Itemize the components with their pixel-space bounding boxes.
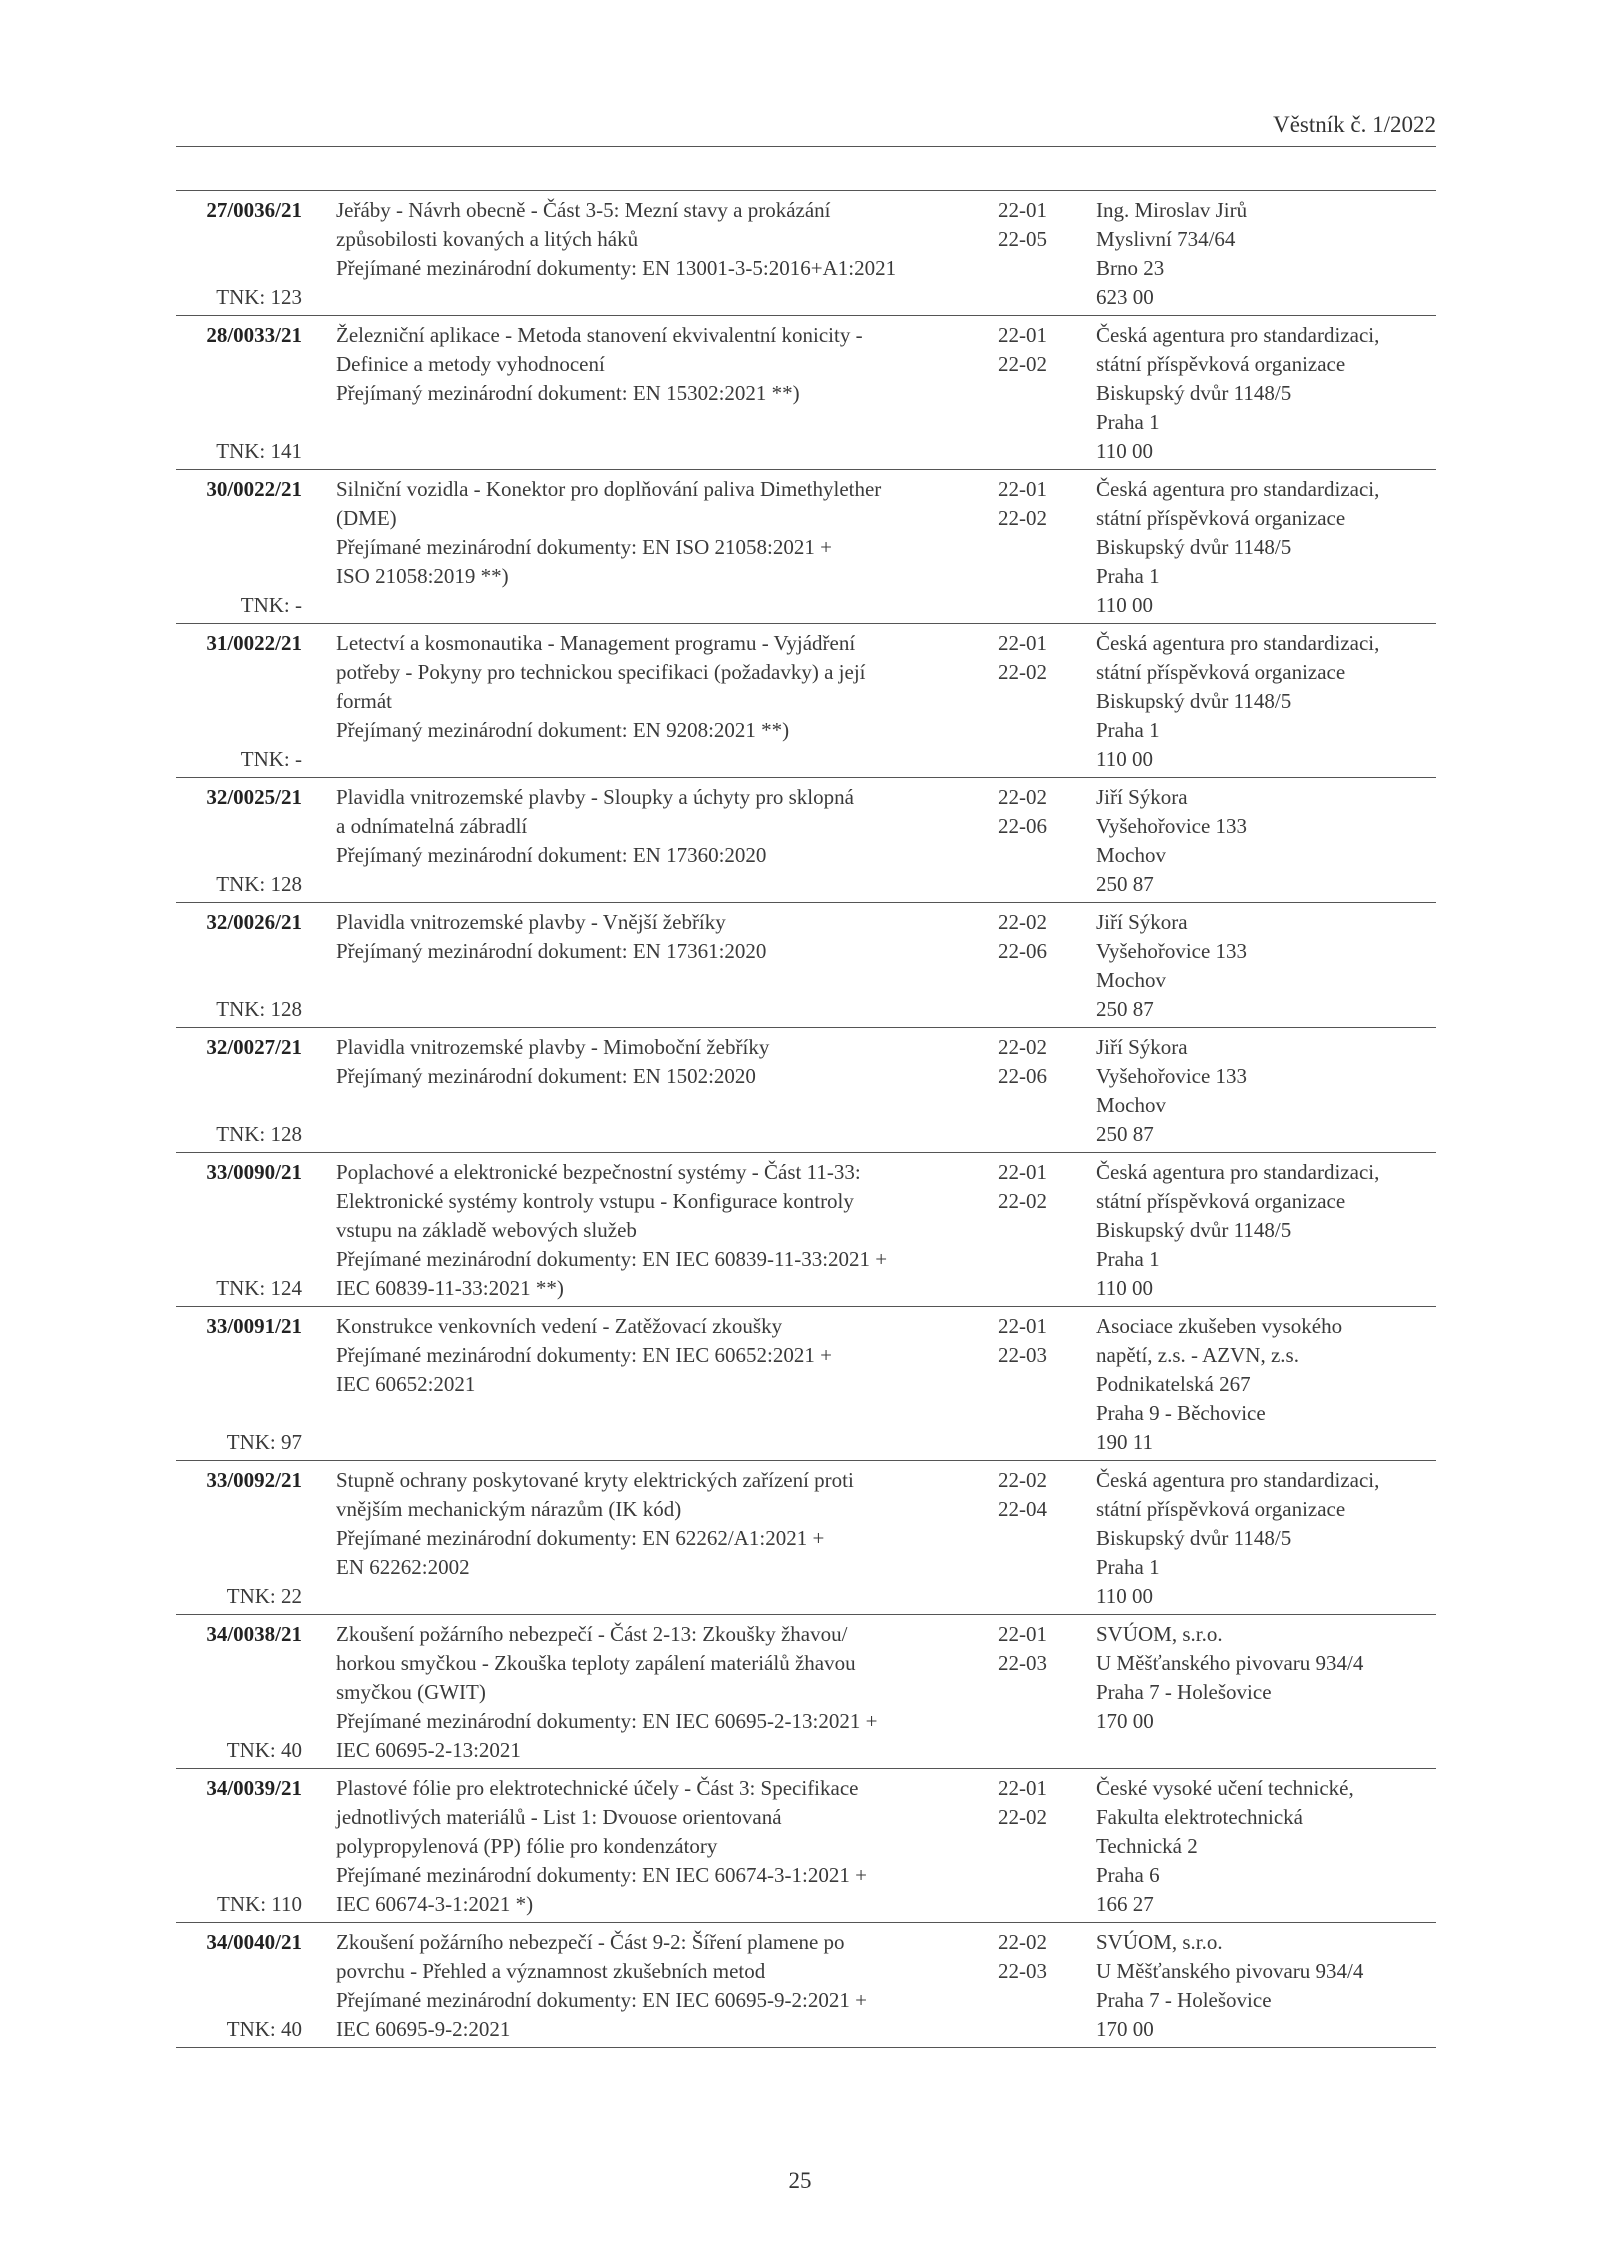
entry-date: 22-02	[998, 1930, 1047, 1954]
entry-id-cell	[176, 778, 304, 902]
entry-contact-cell	[1096, 1769, 1426, 1922]
table-row	[176, 778, 1436, 903]
tnk-label: TNK: 124	[216, 1276, 302, 1300]
entry-title-cell	[336, 316, 998, 469]
table-row	[176, 1153, 1436, 1307]
entry-id: 33/0092/21	[206, 1468, 302, 1492]
entry-contact-line: Ing. Miroslav Jirů	[1096, 198, 1248, 222]
entry-dates-cell	[998, 624, 1066, 777]
entry-dates-cell	[998, 316, 1066, 469]
entry-contact-line: státní příspěvková organizace	[1096, 660, 1346, 684]
entry-contact-line: Biskupský dvůr 1148/5	[1096, 689, 1292, 713]
entry-date: 22-01	[998, 631, 1047, 655]
entry-title-line: způsobilosti kovaných a litých háků	[336, 227, 639, 251]
entry-contact-line: Vyšehořovice 133	[1096, 814, 1248, 838]
entry-date: 22-02	[998, 1189, 1047, 1213]
entry-id-cell	[176, 903, 304, 1027]
entry-dates-cell	[998, 1769, 1066, 1922]
entry-title-line: Zkoušení požárního nebezpečí - Část 9-2: Šíření plamene po	[336, 1930, 845, 1954]
entry-contact-line: U Měšťanského pivovaru 934/4	[1096, 1959, 1364, 1983]
entry-contact-line: státní příspěvková organizace	[1096, 506, 1346, 530]
entry-contact-line: U Měšťanského pivovaru 934/4	[1096, 1651, 1364, 1675]
entry-contact-line: Podnikatelská 267	[1096, 1372, 1251, 1396]
journal-title: Věstník č. 1/2022	[1273, 112, 1436, 137]
entry-date: 22-03	[998, 1343, 1047, 1367]
entry-date: 22-03	[998, 1651, 1047, 1675]
entry-contact-line: Jiří Sýkora	[1096, 785, 1188, 809]
entry-title-line: Přejímaný mezinárodní dokument: EN 9208:2021 **)	[336, 718, 790, 742]
entry-contact-line: Fakulta elektrotechnická	[1096, 1805, 1303, 1829]
entry-contact-line: Biskupský dvůr 1148/5	[1096, 535, 1292, 559]
entry-title-line: Přejímaný mezinárodní dokument: EN 15302:2021 **)	[336, 381, 800, 405]
table-row	[176, 1461, 1436, 1615]
entry-title-line: (DME)	[336, 506, 397, 530]
entry-contact-line: Česká agentura pro standardizaci,	[1096, 1160, 1380, 1184]
entry-contact-line: Vyšehořovice 133	[1096, 939, 1248, 963]
entry-date: 22-02	[998, 1805, 1047, 1829]
entry-date: 22-01	[998, 1776, 1047, 1800]
entry-contact-line: Mochov	[1096, 843, 1166, 867]
page-number: 25	[788, 2168, 812, 2193]
entry-contact-line: 110 00	[1096, 593, 1153, 617]
entry-id-cell	[176, 1307, 304, 1460]
tnk-label: TNK: 128	[216, 1122, 302, 1146]
entry-date: 22-01	[998, 1314, 1047, 1338]
entry-contact-line: 170 00	[1096, 1709, 1154, 1733]
entry-title-line: Silniční vozidla - Konektor pro doplňování paliva Dimethylether	[336, 477, 882, 501]
entry-title-line: vnějším mechanickým nárazům (IK kód)	[336, 1497, 682, 1521]
entry-contact-line: Praha 1	[1096, 1555, 1160, 1579]
entry-contact-line: Biskupský dvůr 1148/5	[1096, 381, 1292, 405]
entry-contact-line: 170 00	[1096, 2017, 1154, 2041]
entry-title-line: smyčkou (GWIT)	[336, 1680, 486, 1704]
tnk-label: TNK: 123	[216, 285, 302, 309]
entry-title-line: Přejímaný mezinárodní dokument: EN 17361:2020	[336, 939, 767, 963]
entry-id-cell	[176, 316, 304, 469]
entry-contact-line: 110 00	[1096, 439, 1153, 463]
entry-id: 32/0027/21	[206, 1035, 302, 1059]
entry-contact-line: Vyšehořovice 133	[1096, 1064, 1248, 1088]
entry-id-cell	[176, 1461, 304, 1614]
entry-date: 22-06	[998, 814, 1047, 838]
entry-title-line: horkou smyčkou - Zkouška teploty zapálení materiálů žhavou	[336, 1651, 856, 1675]
entry-title-line: IEC 60674-3-1:2021 *)	[336, 1892, 534, 1916]
entry-date: 22-01	[998, 1160, 1047, 1184]
entry-title-cell	[336, 1028, 998, 1152]
entry-id: 28/0033/21	[206, 323, 302, 347]
tnk-label: TNK: -	[240, 593, 302, 617]
entry-contact-line: Praha 7 - Holešovice	[1096, 1680, 1272, 1704]
entry-date: 22-03	[998, 1959, 1047, 1983]
entry-title-cell	[336, 624, 998, 777]
entry-date: 22-05	[998, 227, 1047, 251]
entry-title-line: jednotlivých materiálů - List 1: Dvouose orientovaná	[336, 1805, 782, 1829]
entry-title-line: Jeřáby - Návrh obecně - Část 3-5: Mezní stavy a prokázání	[336, 198, 831, 222]
tnk-label: TNK: 128	[216, 997, 302, 1021]
entry-contact-line: Česká agentura pro standardizaci,	[1096, 1468, 1380, 1492]
entry-date: 22-01	[998, 198, 1047, 222]
entry-title-line: Přejímané mezinárodní dokumenty: EN ISO 21058:2021 +	[336, 535, 832, 559]
entry-title-line: Přejímané mezinárodní dokumenty: EN 62262/A1:2021 +	[336, 1526, 825, 1550]
entry-contact-line: napětí, z.s. - AZVN, z.s.	[1096, 1343, 1299, 1367]
entry-contact-line: 166 27	[1096, 1892, 1154, 1916]
entry-contact-cell	[1096, 1307, 1426, 1460]
table-row	[176, 1923, 1436, 2048]
table-row	[176, 470, 1436, 624]
entry-title-line: a odnímatelná zábradlí	[336, 814, 528, 838]
entry-contact-line: Praha 7 - Holešovice	[1096, 1988, 1272, 2012]
entry-contact-line: Mochov	[1096, 1093, 1166, 1117]
entry-contact-line: Biskupský dvůr 1148/5	[1096, 1526, 1292, 1550]
entry-title-line: IEC 60695-9-2:2021	[336, 2017, 511, 2041]
entry-contact-line: státní příspěvková organizace	[1096, 1189, 1346, 1213]
entry-title-line: Zkoušení požárního nebezpečí - Část 2-13: Zkoušky žhavou/	[336, 1622, 848, 1646]
entry-title-line: Plavidla vnitrozemské plavby - Sloupky a úchyty pro sklopná	[336, 785, 854, 809]
entry-contact-line: Technická 2	[1096, 1834, 1198, 1858]
entry-id: 33/0090/21	[206, 1160, 302, 1184]
entry-contact-cell	[1096, 1153, 1426, 1306]
entry-id: 32/0025/21	[206, 785, 302, 809]
entry-contact-line: 250 87	[1096, 997, 1154, 1021]
table-row	[176, 1769, 1436, 1923]
entry-title-line: Přejímané mezinárodní dokumenty: EN IEC 60695-2-13:2021 +	[336, 1709, 878, 1733]
entry-date: 22-01	[998, 477, 1047, 501]
entry-id: 32/0026/21	[206, 910, 302, 934]
entry-dates-cell	[998, 1028, 1066, 1152]
entry-id: 27/0036/21	[206, 198, 302, 222]
entry-title-line: vstupu na základě webových služeb	[336, 1218, 637, 1242]
entry-title-cell	[336, 1923, 998, 2047]
standards-table	[176, 190, 1436, 2048]
entry-id-cell	[176, 624, 304, 777]
entry-contact-cell	[1096, 1461, 1426, 1614]
entry-contact-cell	[1096, 470, 1426, 623]
tnk-label: TNK: 141	[216, 439, 302, 463]
entry-id-cell	[176, 470, 304, 623]
entry-title-line: Přejímané mezinárodní dokumenty: EN IEC 60839-11-33:2021 +	[336, 1247, 888, 1271]
entry-contact-line: Brno 23	[1096, 256, 1165, 280]
tnk-label: TNK: 110	[217, 1892, 302, 1916]
entry-title-line: IEC 60652:2021	[336, 1372, 476, 1396]
entry-title-line: Přejímané mezinárodní dokumenty: EN 13001-3-5:2016+A1:2021	[336, 256, 897, 280]
entry-date: 22-02	[998, 1468, 1047, 1492]
entry-contact-line: 190 11	[1096, 1430, 1153, 1454]
entry-title-line: Přejímané mezinárodní dokumenty: EN IEC 60674-3-1:2021 +	[336, 1863, 867, 1887]
entry-contact-line: Praha 1	[1096, 1247, 1160, 1271]
entry-title-line: Přejímané mezinárodní dokumenty: EN IEC 60652:2021 +	[336, 1343, 832, 1367]
tnk-label: TNK: 128	[216, 872, 302, 896]
entry-title-line: formát	[336, 689, 392, 713]
entry-contact-line: Praha 6	[1096, 1863, 1160, 1887]
table-row	[176, 624, 1436, 778]
entry-contact-line: Myslivní 734/64	[1096, 227, 1236, 251]
entry-date: 22-06	[998, 939, 1047, 963]
entry-title-line: Stupně ochrany poskytované kryty elektrických zařízení proti	[336, 1468, 854, 1492]
table-row	[176, 1028, 1436, 1153]
entry-title-cell	[336, 1615, 998, 1768]
entry-dates-cell	[998, 1461, 1066, 1614]
entry-dates-cell	[998, 1307, 1066, 1460]
entry-id: 34/0039/21	[206, 1776, 302, 1800]
entry-id-cell	[176, 1615, 304, 1768]
entry-title-line: Železniční aplikace - Metoda stanovení ekvivalentní konicity -	[336, 323, 863, 347]
entry-contact-cell	[1096, 1615, 1426, 1768]
entry-contact-cell	[1096, 1028, 1426, 1152]
entry-id-cell	[176, 1028, 304, 1152]
entry-title-line: IEC 60839-11-33:2021 **)	[336, 1276, 564, 1300]
entry-id-cell	[176, 1153, 304, 1306]
entry-title-cell	[336, 1769, 998, 1922]
tnk-label: TNK: 40	[226, 2017, 302, 2041]
tnk-label: TNK: -	[240, 747, 302, 771]
entry-dates-cell	[998, 778, 1066, 902]
table-row	[176, 316, 1436, 470]
entry-contact-cell	[1096, 778, 1426, 902]
entry-title-line: Přejímaný mezinárodní dokument: EN 1502:2020	[336, 1064, 756, 1088]
entry-date: 22-02	[998, 352, 1047, 376]
entry-id: 34/0038/21	[206, 1622, 302, 1646]
tnk-label: TNK: 97	[226, 1430, 302, 1454]
entry-contact-line: 110 00	[1096, 1584, 1153, 1608]
entry-id-cell	[176, 1923, 304, 2047]
entry-date: 22-02	[998, 785, 1047, 809]
entry-contact-line: 110 00	[1096, 1276, 1153, 1300]
entry-title-line: Definice a metody vyhodnocení	[336, 352, 605, 376]
table-row	[176, 191, 1436, 316]
entry-dates-cell	[998, 1153, 1066, 1306]
entry-dates-cell	[998, 1615, 1066, 1768]
entry-title-line: potřeby - Pokyny pro technickou specifikaci (požadavky) a její	[336, 660, 866, 684]
entry-contact-line: 250 87	[1096, 872, 1154, 896]
entry-contact-line: Jiří Sýkora	[1096, 910, 1188, 934]
entry-contact-line: Česká agentura pro standardizaci,	[1096, 631, 1380, 655]
entry-title-line: EN 62262:2002	[336, 1555, 470, 1579]
entry-title-line: polypropylenová (PP) fólie pro kondenzátory	[336, 1834, 718, 1858]
entry-title-line: Letectví a kosmonautika - Management programu - Vyjádření	[336, 631, 856, 655]
entry-contact-cell	[1096, 316, 1426, 469]
entry-contact-cell	[1096, 191, 1426, 315]
entry-id: 33/0091/21	[206, 1314, 302, 1338]
entry-contact-line: Praha 9 - Běchovice	[1096, 1401, 1266, 1425]
entry-contact-line: Praha 1	[1096, 718, 1160, 742]
entry-contact-line: Asociace zkušeben vysokého	[1096, 1314, 1343, 1338]
entry-title-line: Přejímané mezinárodní dokumenty: EN IEC 60695-9-2:2021 +	[336, 1988, 867, 2012]
entry-id: 31/0022/21	[206, 631, 302, 655]
entry-dates-cell	[998, 1923, 1066, 2047]
entry-contact-cell	[1096, 1923, 1426, 2047]
entry-date: 22-02	[998, 660, 1047, 684]
entry-title-line: Poplachové a elektronické bezpečnostní systémy - Část 11-33:	[336, 1160, 861, 1184]
entry-date: 22-01	[998, 323, 1047, 347]
entry-title-cell	[336, 470, 998, 623]
entry-contact-line: Praha 1	[1096, 410, 1160, 434]
entry-contact-line: Jiří Sýkora	[1096, 1035, 1188, 1059]
page-header	[176, 112, 1436, 147]
entry-title-cell	[336, 1153, 998, 1306]
entry-contact-line: 110 00	[1096, 747, 1153, 771]
entry-contact-line: 623 00	[1096, 285, 1154, 309]
entry-title-cell	[336, 1307, 998, 1460]
entry-id: 34/0040/21	[206, 1930, 302, 1954]
entry-title-cell	[336, 778, 998, 902]
entry-contact-line: Česká agentura pro standardizaci,	[1096, 323, 1380, 347]
entry-date: 22-02	[998, 1035, 1047, 1059]
entry-contact-line: Česká agentura pro standardizaci,	[1096, 477, 1380, 501]
entry-title-cell	[336, 903, 998, 1027]
entry-title-cell	[336, 191, 998, 315]
entry-title-cell	[336, 1461, 998, 1614]
entry-title-line: IEC 60695-2-13:2021	[336, 1738, 521, 1762]
entry-id: 30/0022/21	[206, 477, 302, 501]
entry-date: 22-02	[998, 910, 1047, 934]
entry-dates-cell	[998, 191, 1066, 315]
entry-contact-cell	[1096, 903, 1426, 1027]
entry-dates-cell	[998, 470, 1066, 623]
entry-contact-line: České vysoké učení technické,	[1096, 1776, 1354, 1800]
entry-dates-cell	[998, 903, 1066, 1027]
table-row	[176, 1307, 1436, 1461]
entry-date: 22-06	[998, 1064, 1047, 1088]
entry-title-line: Plavidla vnitrozemské plavby - Vnější žebříky	[336, 910, 726, 934]
entry-contact-cell	[1096, 624, 1426, 777]
entry-title-line: ISO 21058:2019 **)	[336, 564, 509, 588]
entry-title-line: Konstrukce venkovních vedení - Zatěžovací zkoušky	[336, 1314, 783, 1338]
entry-contact-line: Mochov	[1096, 968, 1166, 992]
entry-id-cell	[176, 191, 304, 315]
entry-date: 22-04	[998, 1497, 1047, 1521]
entry-title-line: Elektronické systémy kontroly vstupu - Konfigurace kontroly	[336, 1189, 854, 1213]
entry-contact-line: 250 87	[1096, 1122, 1154, 1146]
tnk-label: TNK: 40	[226, 1738, 302, 1762]
entry-title-line: Plastové fólie pro elektrotechnické účely - Část 3: Specifikace	[336, 1776, 859, 1800]
entry-contact-line: SVÚOM, s.r.o.	[1096, 1930, 1223, 1954]
table-row	[176, 1615, 1436, 1769]
entry-contact-line: Praha 1	[1096, 564, 1160, 588]
entry-id-cell	[176, 1769, 304, 1922]
table-row	[176, 903, 1436, 1028]
entry-date: 22-01	[998, 1622, 1047, 1646]
tnk-label: TNK: 22	[226, 1584, 302, 1608]
entry-title-line: Přejímaný mezinárodní dokument: EN 17360:2020	[336, 843, 767, 867]
entry-title-line: Plavidla vnitrozemské plavby - Mimoboční žebříky	[336, 1035, 770, 1059]
entry-contact-line: SVÚOM, s.r.o.	[1096, 1622, 1223, 1646]
entry-date: 22-02	[998, 506, 1047, 530]
entry-contact-line: státní příspěvková organizace	[1096, 1497, 1346, 1521]
entry-contact-line: státní příspěvková organizace	[1096, 352, 1346, 376]
entry-contact-line: Biskupský dvůr 1148/5	[1096, 1218, 1292, 1242]
entry-title-line: povrchu - Přehled a významnost zkušebních metod	[336, 1959, 766, 1983]
